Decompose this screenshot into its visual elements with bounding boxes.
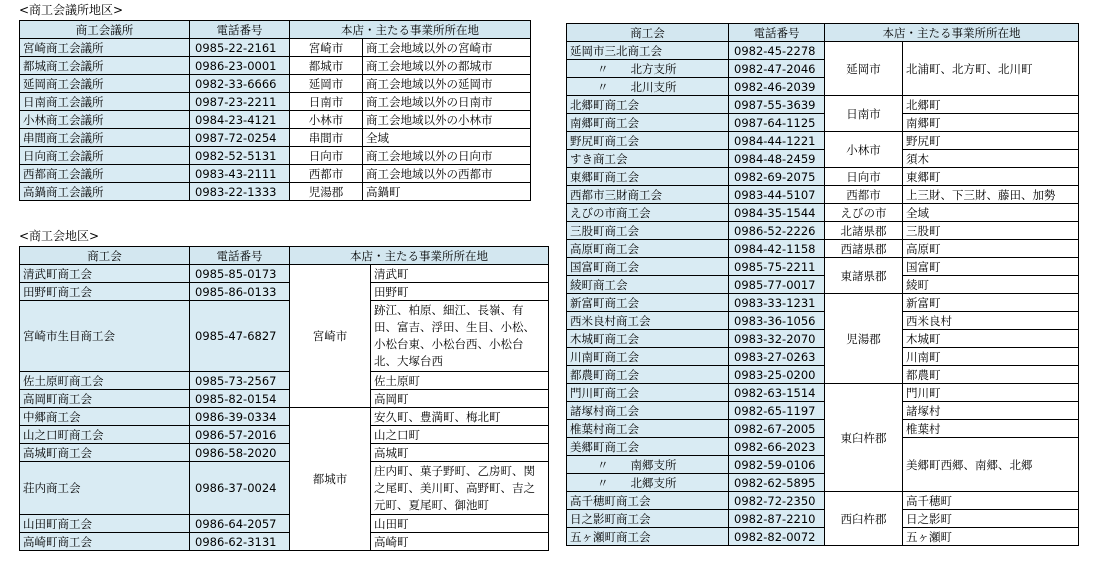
ditto-mark: 〃 [597, 61, 609, 76]
assoc-phone: 0986-62-3131 [190, 533, 290, 551]
ditto-mark: 〃 [597, 457, 609, 472]
chamber-phone: 0984-23-4121 [190, 111, 290, 129]
table-row [20, 183, 531, 201]
assoc-name: 山田町商工会 [20, 515, 190, 533]
assoc-area: 東郷町 [903, 168, 1079, 186]
assoc-phone: 0982-82-0072 [729, 528, 825, 546]
chamber-area: 全域 [363, 129, 531, 147]
assoc-name: 高岡町商工会 [20, 390, 190, 408]
chamber-area: 商工会地域以外の延岡市 [363, 75, 531, 93]
chamber-phone: 0987-72-0254 [190, 129, 290, 147]
assoc-phone: 0986-37-0024 [190, 462, 290, 515]
assoc-name: すき商工会 [567, 150, 729, 168]
table-row [567, 186, 1079, 204]
assoc-name: 荘内商工会 [20, 462, 190, 515]
assoc-phone: 0986-39-0334 [190, 408, 290, 426]
assoc-name: えびの市商工会 [567, 204, 729, 222]
chamber-name: 都城商工会議所 [20, 57, 190, 75]
table-row [567, 492, 1079, 510]
chamber-city: 延岡市 [290, 75, 363, 93]
assoc-phone: 0982-65-1197 [729, 402, 825, 420]
assoc-area: 椎葉村 [903, 420, 1079, 438]
assoc-area: 北郷町 [903, 96, 1079, 114]
assoc-area: 野尻町 [903, 132, 1079, 150]
header-phone: 電話番号 [190, 247, 290, 265]
assoc-name: 佐土原町商工会 [20, 372, 190, 390]
assoc-phone: 0984-44-1221 [729, 132, 825, 150]
header-assoc: 商工会 [567, 24, 729, 42]
chamber-city: 児湯郡 [290, 183, 363, 201]
assoc-area: 新富町 [903, 294, 1079, 312]
assoc-phone: 0982-72-2350 [729, 492, 825, 510]
table-row [567, 42, 1079, 60]
table-header-row [20, 247, 549, 265]
header-phone: 電話番号 [190, 21, 290, 39]
assoc-name: 高崎町商工会 [20, 533, 190, 551]
table-row [20, 283, 549, 301]
table-row [20, 408, 549, 426]
table-row [20, 444, 549, 462]
assoc-area: 都農町 [903, 366, 1079, 384]
assoc-name: 北郷町商工会 [567, 96, 729, 114]
table-row [567, 510, 1079, 528]
assoc-phone: 0983-25-0200 [729, 366, 825, 384]
assoc-city: 北諸県郡 [825, 222, 903, 240]
assoc-name: 南郷町商工会 [567, 114, 729, 132]
table-row [567, 366, 1079, 384]
assoc-phone: 0987-55-3639 [729, 96, 825, 114]
header-location: 本店・主たる事業所所在地 [825, 24, 1079, 42]
assoc-phone: 0985-77-0017 [729, 276, 825, 294]
chamber-table [19, 20, 531, 201]
assoc-city: 東臼杵郡 [825, 384, 903, 492]
assoc-phone: 0983-36-1056 [729, 312, 825, 330]
assoc-name: 新富町商工会 [567, 294, 729, 312]
assoc-city: 日南市 [825, 96, 903, 132]
table-row [20, 57, 531, 75]
chamber-city: 都城市 [290, 57, 363, 75]
table-row [567, 240, 1079, 258]
table-row [567, 96, 1079, 114]
assoc-city: 西諸県郡 [825, 240, 903, 258]
table-row [567, 204, 1079, 222]
assoc-city: 児湯郡 [825, 294, 903, 384]
assoc-phone: 0985-73-2567 [190, 372, 290, 390]
table-row [20, 147, 531, 165]
chamber-name: 日向商工会議所 [20, 147, 190, 165]
assoc-area: 高原町 [903, 240, 1079, 258]
table-row [567, 168, 1079, 186]
branch-name: 北川支所 [630, 79, 677, 94]
assoc-city: えびの市 [825, 204, 903, 222]
assoc-name: 山之口町商工会 [20, 426, 190, 444]
table-row [20, 372, 549, 390]
table-row [567, 420, 1079, 438]
assoc-phone: 0984-42-1158 [729, 240, 825, 258]
chamber-phone: 0985-22-2161 [190, 39, 290, 57]
chamber-area: 商工会地域以外の日向市 [363, 147, 531, 165]
header-location: 本店・主たる事業所所在地 [290, 21, 531, 39]
branch-name: 北郷支所 [630, 475, 677, 490]
assoc-name [567, 474, 729, 492]
header-location: 本店・主たる事業所所在地 [290, 247, 549, 265]
assoc-area: 北浦町、北方町、北川町 [903, 42, 1079, 96]
ditto-mark: 〃 [597, 79, 609, 94]
assoc-phone: 0982-67-2005 [729, 420, 825, 438]
assoc-name [567, 78, 729, 96]
assoc-name: 東郷町商工会 [567, 168, 729, 186]
table-row [20, 515, 549, 533]
assoc-name: 綾町商工会 [567, 276, 729, 294]
table-row [567, 222, 1079, 240]
assoc-name: 椎葉村商工会 [567, 420, 729, 438]
assoc-city: 都城市 [290, 408, 371, 551]
chamber-area: 高鍋町 [363, 183, 531, 201]
assoc-name: 木城町商工会 [567, 330, 729, 348]
assoc-name: 都農町商工会 [567, 366, 729, 384]
assoc-phone: 0986-58-2020 [190, 444, 290, 462]
assoc-area: 南郷町 [903, 114, 1079, 132]
header-chamber: 商工会議所 [20, 21, 190, 39]
assoc-name: 高城町商工会 [20, 444, 190, 462]
branch-name: 北方支所 [630, 61, 677, 76]
assoc-phone: 0982-62-5895 [729, 474, 825, 492]
chamber-name: 宮崎商工会議所 [20, 39, 190, 57]
assoc-area: 安久町、豊満町、梅北町 [371, 408, 549, 426]
assoc-area: 五ヶ瀬町 [903, 528, 1079, 546]
chamber-name: 串間商工会議所 [20, 129, 190, 147]
chamber-area: 商工会地域以外の小林市 [363, 111, 531, 129]
chamber-city: 宮崎市 [290, 39, 363, 57]
assoc-phone: 0982-69-2075 [729, 168, 825, 186]
assoc-area: 上三財、下三財、藤田、加勢 [903, 186, 1079, 204]
assoc-phone: 0986-64-2057 [190, 515, 290, 533]
assoc-area: 川南町 [903, 348, 1079, 366]
table-row [20, 301, 549, 372]
chamber-name: 高鍋商工会議所 [20, 183, 190, 201]
assoc-area: 三股町 [903, 222, 1079, 240]
table-row [567, 348, 1079, 366]
assoc-name: 川南町商工会 [567, 348, 729, 366]
assoc-phone: 0985-75-2211 [729, 258, 825, 276]
assoc-area: 日之影町 [903, 510, 1079, 528]
assoc-name: 国富町商工会 [567, 258, 729, 276]
table-row [20, 129, 531, 147]
table-row [20, 462, 549, 515]
chamber-area: 商工会地域以外の日南市 [363, 93, 531, 111]
assoc-name: 高千穂町商工会 [567, 492, 729, 510]
table-row [20, 75, 531, 93]
assoc-area: 清武町 [371, 265, 549, 283]
assoc-area: 佐土原町 [371, 372, 549, 390]
branch-name: 南郷支所 [630, 457, 677, 472]
assoc-city: 小林市 [825, 132, 903, 168]
assoc-phone: 0987-64-1125 [729, 114, 825, 132]
assoc-area: 庄内町、菓子野町、乙房町、関之尾町、美川町、高野町、吉之元町、夏尾町、御池町 [371, 462, 549, 515]
assoc-area: 美郷町西郷、南郷、北郷 [903, 438, 1079, 492]
table-row [567, 276, 1079, 294]
assoc-name: 延岡市三北商工会 [567, 42, 729, 60]
table-row [567, 294, 1079, 312]
assoc-right-table [566, 23, 1079, 546]
assoc-name: 野尻町商工会 [567, 132, 729, 150]
chamber-city: 日南市 [290, 93, 363, 111]
assoc-name: 清武町商工会 [20, 265, 190, 283]
assoc-area: 跡江、柏原、細江、長嶺、有田、富吉、浮田、生目、小松、小松台東、小松台西、小松台北、大塚台西 [371, 301, 549, 372]
chamber-area: 商工会地域以外の西都市 [363, 165, 531, 183]
table-row [20, 390, 549, 408]
assoc-phone: 0983-32-2070 [729, 330, 825, 348]
assoc-name: 西米良村商工会 [567, 312, 729, 330]
chamber-phone: 0987-23-2211 [190, 93, 290, 111]
table-row [20, 533, 549, 551]
assoc-name: 日之影町商工会 [567, 510, 729, 528]
assoc-name: 五ヶ瀬町商工会 [567, 528, 729, 546]
assoc-phone: 0985-82-0154 [190, 390, 290, 408]
assoc-phone: 0982-63-1514 [729, 384, 825, 402]
assoc-area: 綾町 [903, 276, 1079, 294]
chamber-phone: 0986-23-0001 [190, 57, 290, 75]
table-header-row [20, 21, 531, 39]
chamber-phone: 0983-43-2111 [190, 165, 290, 183]
table-row [567, 114, 1079, 132]
ditto-mark: 〃 [597, 475, 609, 490]
assoc-left-table [19, 246, 549, 551]
assoc-phone: 0982-47-2046 [729, 60, 825, 78]
chamber-city: 日向市 [290, 147, 363, 165]
assoc-name: 門川町商工会 [567, 384, 729, 402]
header-phone: 電話番号 [729, 24, 825, 42]
table-row [20, 426, 549, 444]
table-row [567, 528, 1079, 546]
chamber-section-label: <商工会議所地区> [19, 3, 124, 17]
assoc-name: 中郷商工会 [20, 408, 190, 426]
assoc-area: 西米良村 [903, 312, 1079, 330]
table-row [20, 93, 531, 111]
table-row [20, 39, 531, 57]
assoc-name: 田野町商工会 [20, 283, 190, 301]
assoc-phone: 0982-45-2278 [729, 42, 825, 60]
assoc-phone: 0986-52-2226 [729, 222, 825, 240]
assoc-city: 西臼杵郡 [825, 492, 903, 546]
table-header-row [567, 24, 1079, 42]
assoc-phone: 0983-44-5107 [729, 186, 825, 204]
chamber-area: 商工会地域以外の都城市 [363, 57, 531, 75]
chamber-name: 小林商工会議所 [20, 111, 190, 129]
assoc-phone: 0982-59-0106 [729, 456, 825, 474]
table-row [567, 258, 1079, 276]
table-row [567, 384, 1079, 402]
table-row [567, 438, 1079, 456]
assoc-area: 高崎町 [371, 533, 549, 551]
assoc-name: 宮崎市生目商工会 [20, 301, 190, 372]
chamber-name: 延岡商工会議所 [20, 75, 190, 93]
assoc-area: 高千穂町 [903, 492, 1079, 510]
assoc-phone: 0982-87-2210 [729, 510, 825, 528]
assoc-phone: 0982-66-2023 [729, 438, 825, 456]
assoc-area: 高城町 [371, 444, 549, 462]
assoc-name: 高原町商工会 [567, 240, 729, 258]
table-row [567, 150, 1079, 168]
table-row [20, 165, 531, 183]
assoc-area: 須木 [903, 150, 1079, 168]
assoc-name: 諸塚村商工会 [567, 402, 729, 420]
assoc-city: 延岡市 [825, 42, 903, 96]
assoc-area: 門川町 [903, 384, 1079, 402]
assoc-phone: 0985-85-0173 [190, 265, 290, 283]
assoc-city: 日向市 [825, 168, 903, 186]
header-assoc: 商工会 [20, 247, 190, 265]
assoc-area: 木城町 [903, 330, 1079, 348]
assoc-phone: 0986-57-2016 [190, 426, 290, 444]
assoc-name: 三股町商工会 [567, 222, 729, 240]
assoc-phone: 0983-27-0263 [729, 348, 825, 366]
assoc-city: 宮崎市 [290, 265, 371, 408]
assoc-area: 国富町 [903, 258, 1079, 276]
assoc-phone: 0985-86-0133 [190, 283, 290, 301]
assoc-name: 美郷町商工会 [567, 438, 729, 456]
assoc-area: 諸塚村 [903, 402, 1079, 420]
assoc-area: 全域 [903, 204, 1079, 222]
assoc-phone: 0984-48-2459 [729, 150, 825, 168]
chamber-name: 日南商工会議所 [20, 93, 190, 111]
table-row [567, 402, 1079, 420]
table-row [567, 312, 1079, 330]
assoc-area: 田野町 [371, 283, 549, 301]
assoc-name: 西都市三財商工会 [567, 186, 729, 204]
assoc-name [567, 60, 729, 78]
assoc-name [567, 456, 729, 474]
chamber-phone: 0982-33-6666 [190, 75, 290, 93]
chamber-phone: 0983-22-1333 [190, 183, 290, 201]
assoc-area: 山田町 [371, 515, 549, 533]
assoc-area: 山之口町 [371, 426, 549, 444]
assoc-section-label: <商工会地区> [19, 229, 100, 243]
chamber-name: 西都商工会議所 [20, 165, 190, 183]
chamber-phone: 0982-52-5131 [190, 147, 290, 165]
table-row [567, 330, 1079, 348]
chamber-city: 小林市 [290, 111, 363, 129]
assoc-city: 東諸県郡 [825, 258, 903, 294]
assoc-phone: 0984-35-1544 [729, 204, 825, 222]
table-row [20, 111, 531, 129]
table-row [20, 265, 549, 283]
assoc-area: 高岡町 [371, 390, 549, 408]
chamber-city: 西都市 [290, 165, 363, 183]
chamber-area: 商工会地域以外の宮崎市 [363, 39, 531, 57]
assoc-city: 西都市 [825, 186, 903, 204]
table-row [567, 132, 1079, 150]
chamber-city: 串間市 [290, 129, 363, 147]
assoc-phone: 0983-33-1231 [729, 294, 825, 312]
assoc-phone: 0985-47-6827 [190, 301, 290, 372]
assoc-phone: 0982-46-2039 [729, 78, 825, 96]
